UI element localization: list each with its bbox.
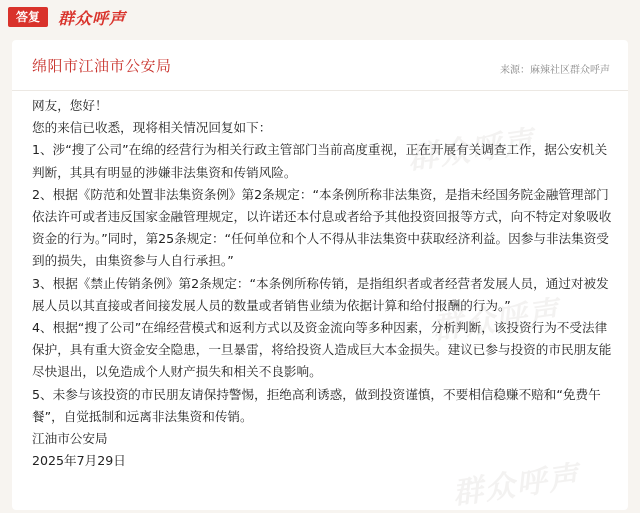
reply-item-1: 1、涉“搜了公司”在绵的经营行为相关行政主管部门当前高度重视，正在开展有关调查工作，据公安机关判断，其具有明显的涉嫌非法集资和传销风险。	[32, 142, 608, 180]
watermark-logo: 群众呼声	[405, 124, 538, 177]
reply-item-3: 3、根据《禁止传销条例》第2条规定：“本条例所称传销，是指组织者或者经营者发展人员，通过对被发展人员以其直接或者间接发展人员的数量或者销售业绩为依据计算和给付报酬的行为。”	[32, 275, 609, 313]
agency-name[interactable]: 绵阳市江油市公安局	[32, 57, 172, 75]
reply-item-4: 4、根据“搜了公司”在绵经营模式和返利方式以及资金流向等多种因素，分析判断，该投资行为不受法律保护，具有重大资金安全隐患，一旦暴雷，将给投资人造成巨大本金损失。建议已参与投资的市民朋友能尽快退出，以免造成个人财产损失和相关不良影响。	[32, 320, 612, 380]
reply-header	[12, 40, 628, 91]
reply-body	[32, 95, 617, 472]
reply-card	[12, 40, 628, 510]
reply-date: 2025年7月29日	[32, 453, 126, 469]
brand-logo[interactable]: 群众呼声	[58, 8, 127, 28]
watermark-logo: 群众呼声	[450, 459, 583, 512]
greeting: 网友，您好！	[32, 98, 108, 113]
intro-text: 您的来信已收悉，现将相关情况回复如下：	[32, 120, 272, 136]
top-bar	[0, 0, 640, 34]
signature: 江油市公安局	[32, 431, 108, 447]
reply-item-2: 2、根据《防范和处置非法集资条例》第2条规定：“本条例所称非法集资，是指未经国务院金融管理部门依法许可或者违反国家金融管理规定，以许诺还本付息或者给予其他投资回报等方式，向不特定对象吸收资金的行为。”同时，第25条规定：“任何单位和个人不得从非法集资中获取经济利益。因参与非法集资受到的损失，由集资参与人自行承担。”	[32, 186, 612, 269]
watermark-logo: 群众呼声	[430, 294, 563, 347]
reply-item-5: 5、未参与该投资的市民朋友请保持警惕，拒绝高利诱惑，做到投资谨慎，不要相信稳赚不赔和“免费午餐”，自觉抵制和远离非法集资和传销。	[32, 386, 601, 424]
source-label: 来源：麻辣社区群众呼声	[500, 65, 610, 76]
reply-badge: 答复	[8, 7, 48, 27]
